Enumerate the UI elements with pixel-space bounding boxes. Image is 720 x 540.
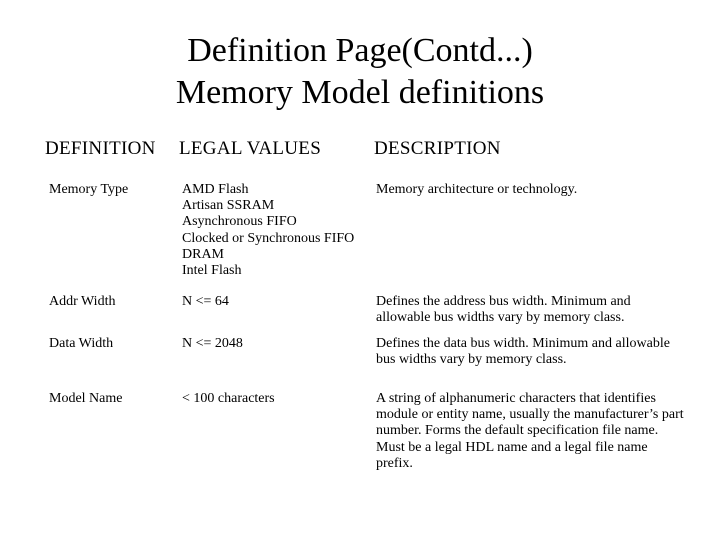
definitions-table: [45, 138, 689, 481]
slide-title-line-2: Memory Model definitions: [175, 74, 545, 111]
legal-values-cell: [182, 336, 243, 352]
description-cell: A string of alphanumeric characters that identifies module or entity name, usually the manufacturer’s part number. Forms the default specification file name. Must be a legal HDL name and a legal file name prefix.: [376, 391, 684, 471]
legal-values-cell: [182, 182, 354, 279]
description-cell: Defines the address bus width. Minimum and allowable bus widths vary by memory class.: [376, 294, 631, 326]
description-cell: Memory architecture or technology.: [376, 182, 578, 197]
legal-value: < 100 characters: [182, 391, 275, 406]
legal-values-cell: [182, 294, 229, 310]
legal-values-cell: [182, 391, 275, 407]
definition-cell: Data Width: [49, 336, 114, 351]
header-legal-values: LEGAL VALUES: [179, 138, 322, 159]
slide-title-line-1: Definition Page(Contd...): [187, 32, 533, 69]
table-row-memory-type: [49, 182, 689, 294]
legal-value: DRAM: [182, 246, 225, 262]
header-description: DESCRIPTION: [374, 138, 501, 159]
description-cell: Defines the data bus width. Minimum and allowable bus widths vary by memory class.: [376, 336, 670, 368]
legal-value: Artisan SSRAM: [182, 198, 275, 214]
table-header-row: [45, 138, 689, 168]
table-row-model-name: [49, 391, 689, 481]
legal-value: AMD Flash: [182, 182, 249, 197]
legal-value: N <= 64: [182, 294, 229, 309]
legal-value: N <= 2048: [182, 336, 243, 351]
definition-cell: Model Name: [49, 391, 123, 406]
legal-value: Asynchronous FIFO: [182, 214, 297, 230]
definition-cell: Memory Type: [49, 182, 129, 197]
header-definition: DEFINITION: [45, 138, 156, 159]
definition-cell: Addr Width: [49, 294, 116, 309]
table-row-addr-width: [49, 294, 689, 336]
table-row-data-width: [49, 336, 689, 391]
slide-title: [0, 30, 720, 114]
legal-value: Clocked or Synchronous FIFO: [182, 230, 355, 246]
legal-value: Intel Flash: [182, 263, 242, 279]
